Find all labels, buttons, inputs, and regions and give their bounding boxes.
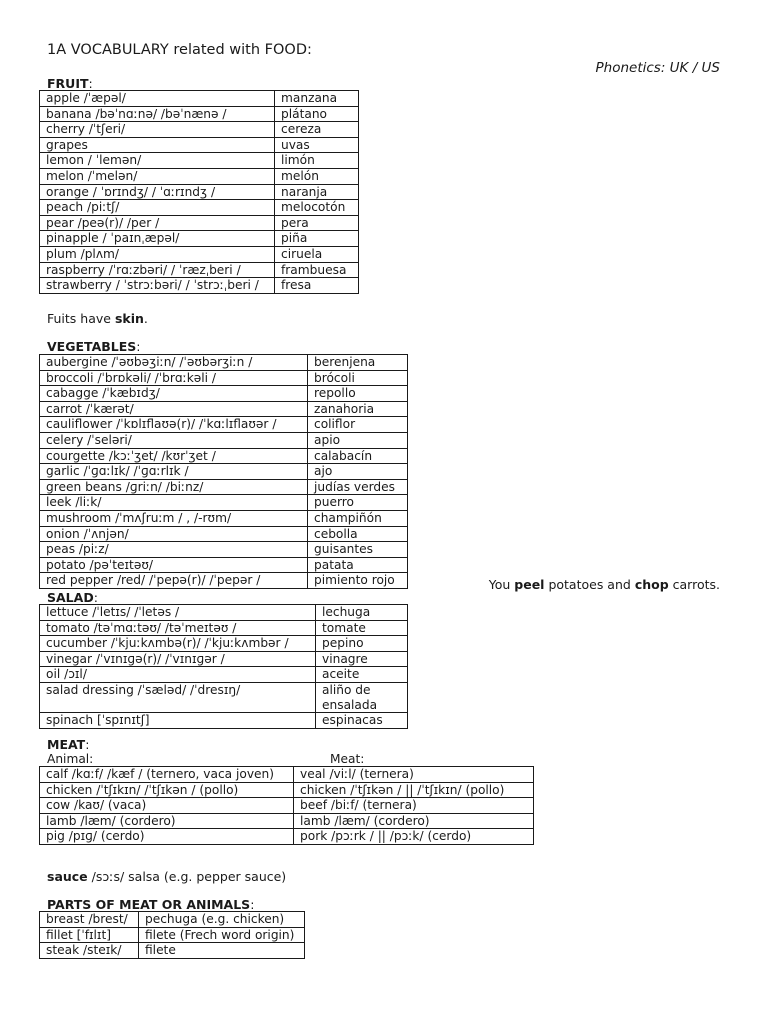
fruit-heading: FRUIT:	[47, 76, 93, 91]
english-term-cell: chicken /ˈtʃɪkɪn/ /ˈtʃɪkən / (pollo)	[40, 782, 294, 798]
vegetables-heading: VEGETABLES:	[47, 339, 141, 354]
translation-cell: berenjena	[308, 355, 408, 371]
english-term-cell: peas /piːz/	[40, 542, 308, 558]
salad-row	[40, 713, 408, 729]
english-term-cell: cherry /ˈtʃeri/	[40, 122, 275, 138]
translation-cell: uvas	[275, 137, 359, 153]
english-term-cell: mushroom /ˈmʌʃruːm / , /-rʊm/	[40, 510, 308, 526]
english-term-cell: lemon / ˈlemən/	[40, 153, 275, 169]
translation-cell: chicken /ˈtʃɪkən / || /ˈtʃɪkɪn/ (pollo)	[294, 782, 534, 798]
salad-heading: SALAD:	[47, 590, 98, 605]
translation-cell: coliflor	[308, 417, 408, 433]
vegetable-row	[40, 386, 408, 402]
vegetable-row	[40, 448, 408, 464]
parts-heading: PARTS OF MEAT OR ANIMALS:	[47, 897, 255, 912]
salad-row	[40, 667, 408, 683]
english-term-cell: broccoli /ˈbrɒkəli/ /ˈbrɑːkəli /	[40, 370, 308, 386]
vegetable-row	[40, 370, 408, 386]
english-term-cell: breast /brest/	[40, 912, 139, 928]
translation-cell: pera	[275, 215, 359, 231]
translation-cell: guisantes	[308, 542, 408, 558]
english-term-cell: red pepper /red/ /ˈpepə(r)/ /ˈpepər /	[40, 573, 308, 589]
translation-cell: repollo	[308, 386, 408, 402]
fruit-row	[40, 91, 359, 107]
phonetics-note: Phonetics: UK / US	[595, 60, 720, 76]
translation-cell: lamb /læm/ (cordero)	[294, 813, 534, 829]
translation-cell: ciruela	[275, 246, 359, 262]
english-term-cell: carrot /ˈkærət/	[40, 401, 308, 417]
vegetable-row	[40, 479, 408, 495]
translation-cell: filete	[139, 943, 305, 959]
vegetable-row	[40, 432, 408, 448]
fruit-row	[40, 246, 359, 262]
meat-row	[40, 829, 534, 845]
english-term-cell: celery /ˈseləri/	[40, 432, 308, 448]
english-term-cell: lamb /læm/ (cordero)	[40, 813, 294, 829]
english-term-cell: garlic /ˈɡɑːlɪk/ /ˈɡɑːrlɪk /	[40, 464, 308, 480]
meat-meat-label: Meat:	[330, 752, 365, 766]
translation-cell: melocotón	[275, 200, 359, 216]
translation-cell: brócoli	[308, 370, 408, 386]
meat-part-row	[40, 943, 305, 959]
vegetable-row	[40, 542, 408, 558]
english-term-cell: pinapple / ˈpaɪnˌæpəl/	[40, 231, 275, 247]
salad-row	[40, 682, 408, 712]
english-term-cell: calf /kɑːf/ /kæf / (ternero, vaca joven)	[40, 767, 294, 783]
fruit-row	[40, 184, 359, 200]
vegetable-row	[40, 573, 408, 589]
page-title: 1A VOCABULARY related with FOOD:	[47, 42, 312, 58]
fruit-row	[40, 106, 359, 122]
translation-cell: filete (Frech word origin)	[139, 927, 305, 943]
vegetables-note: You peel potatoes and chop carrots.	[488, 577, 720, 592]
translation-cell: puerro	[308, 495, 408, 511]
english-term-cell: salad dressing /ˈsæləd/ /ˈdresɪŋ/	[40, 682, 316, 712]
fruit-note: Fuits have skin.	[47, 311, 148, 326]
english-term-cell: melon /ˈmelən/	[40, 168, 275, 184]
translation-cell: cereza	[275, 122, 359, 138]
translation-cell: pechuga (e.g. chicken)	[139, 912, 305, 928]
english-term-cell: vinegar /ˈvɪnɪɡə(r)/ /ˈvɪnɪɡər /	[40, 651, 316, 667]
fruit-row	[40, 262, 359, 278]
english-term-cell: aubergine /ˈəʊbəʒiːn/ /ˈəʊbərʒiːn /	[40, 355, 308, 371]
translation-cell: pimiento rojo	[308, 573, 408, 589]
meat-part-row	[40, 912, 305, 928]
english-term-cell: cucumber /ˈkjuːkʌmbə(r)/ /ˈkjuːkʌmbər /	[40, 636, 316, 652]
english-term-cell: grapes	[40, 137, 275, 153]
english-term-cell: leek /liːk/	[40, 495, 308, 511]
fruit-row	[40, 278, 359, 294]
english-term-cell: courgette /kɔːˈʒet/ /kʊrˈʒet /	[40, 448, 308, 464]
translation-cell: limón	[275, 153, 359, 169]
vegetable-row	[40, 526, 408, 542]
vegetable-row	[40, 464, 408, 480]
meat-part-row	[40, 927, 305, 943]
translation-cell: ajo	[308, 464, 408, 480]
meat-heading: MEAT:	[47, 737, 90, 752]
meat-table	[39, 766, 534, 845]
translation-cell: pepino	[316, 636, 408, 652]
english-term-cell: banana /bəˈnɑːnə/ /bəˈnænə /	[40, 106, 275, 122]
translation-cell: zanahoria	[308, 401, 408, 417]
meat-row	[40, 782, 534, 798]
english-term-cell: onion /ˈʌnjən/	[40, 526, 308, 542]
translation-cell: calabacín	[308, 448, 408, 464]
translation-cell: aliño de ensalada	[316, 682, 408, 712]
vegetable-row	[40, 495, 408, 511]
translation-cell: cebolla	[308, 526, 408, 542]
salad-table	[39, 604, 408, 729]
translation-cell: piña	[275, 231, 359, 247]
salad-row	[40, 651, 408, 667]
translation-cell: plátano	[275, 106, 359, 122]
fruit-row	[40, 122, 359, 138]
english-term-cell: fillet [ˈfɪlɪt]	[40, 927, 139, 943]
translation-cell: aceite	[316, 667, 408, 683]
translation-cell: naranja	[275, 184, 359, 200]
meat-row	[40, 813, 534, 829]
english-term-cell: tomato /təˈmɑːtəʊ/ /təˈmeɪtəʊ /	[40, 620, 316, 636]
fruit-row	[40, 168, 359, 184]
salad-row	[40, 620, 408, 636]
english-term-cell: peach /piːtʃ/	[40, 200, 275, 216]
fruit-row	[40, 215, 359, 231]
sauce-note: sauce /sɔːs/ salsa (e.g. pepper sauce)	[47, 869, 287, 884]
english-term-cell: spinach [ˈspɪnɪtʃ]	[40, 713, 316, 729]
translation-cell: judías verdes	[308, 479, 408, 495]
vegetables-table	[39, 354, 408, 589]
translation-cell: pork /pɔːrk / || /pɔːk/ (cerdo)	[294, 829, 534, 845]
translation-cell: champiñón	[308, 510, 408, 526]
salad-row	[40, 636, 408, 652]
translation-cell: tomate	[316, 620, 408, 636]
english-term-cell: potato /pəˈteɪtəʊ/	[40, 557, 308, 573]
translation-cell: melón	[275, 168, 359, 184]
translation-cell: vinagre	[316, 651, 408, 667]
fruit-table	[39, 90, 359, 294]
english-term-cell: cabagge /ˈkæbɪdʒ/	[40, 386, 308, 402]
vegetable-row	[40, 557, 408, 573]
translation-cell: espinacas	[316, 713, 408, 729]
translation-cell: lechuga	[316, 605, 408, 621]
english-term-cell: lettuce /ˈletɪs/ /ˈletəs /	[40, 605, 316, 621]
english-term-cell: strawberry / ˈstrɔːbəri/ / ˈstrɔːˌberi /	[40, 278, 275, 294]
translation-cell: patata	[308, 557, 408, 573]
meat-animal-label: Animal:	[47, 752, 94, 766]
translation-cell: apio	[308, 432, 408, 448]
english-term-cell: steak /steɪk/	[40, 943, 139, 959]
fruit-row	[40, 231, 359, 247]
salad-row	[40, 605, 408, 621]
english-term-cell: pear /peə(r)/ /per /	[40, 215, 275, 231]
english-term-cell: raspberry /ˈrɑːzbəri/ / ˈræzˌberi /	[40, 262, 275, 278]
translation-cell: beef /biːf/ (ternera)	[294, 798, 534, 814]
fruit-row	[40, 153, 359, 169]
vegetable-row	[40, 401, 408, 417]
translation-cell: veal /viːl/ (ternera)	[294, 767, 534, 783]
english-term-cell: oil /ɔɪl/	[40, 667, 316, 683]
english-term-cell: cow /kaʊ/ (vaca)	[40, 798, 294, 814]
translation-cell: fresa	[275, 278, 359, 294]
meat-row	[40, 767, 534, 783]
parts-table	[39, 911, 305, 959]
english-term-cell: apple /ˈæpəl/	[40, 91, 275, 107]
english-term-cell: green beans /ɡriːn/ /biːnz/	[40, 479, 308, 495]
translation-cell: manzana	[275, 91, 359, 107]
translation-cell: frambuesa	[275, 262, 359, 278]
fruit-row	[40, 137, 359, 153]
english-term-cell: pig /pɪɡ/ (cerdo)	[40, 829, 294, 845]
vegetable-row	[40, 355, 408, 371]
english-term-cell: plum /plʌm/	[40, 246, 275, 262]
vegetable-row	[40, 510, 408, 526]
meat-row	[40, 798, 534, 814]
english-term-cell: cauliflower /ˈkɒlɪflaʊə(r)/ /ˈkɑːlɪflaʊər /	[40, 417, 308, 433]
english-term-cell: orange / ˈɒrɪndʒ/ / ˈɑːrɪndʒ /	[40, 184, 275, 200]
fruit-row	[40, 200, 359, 216]
vegetable-row	[40, 417, 408, 433]
